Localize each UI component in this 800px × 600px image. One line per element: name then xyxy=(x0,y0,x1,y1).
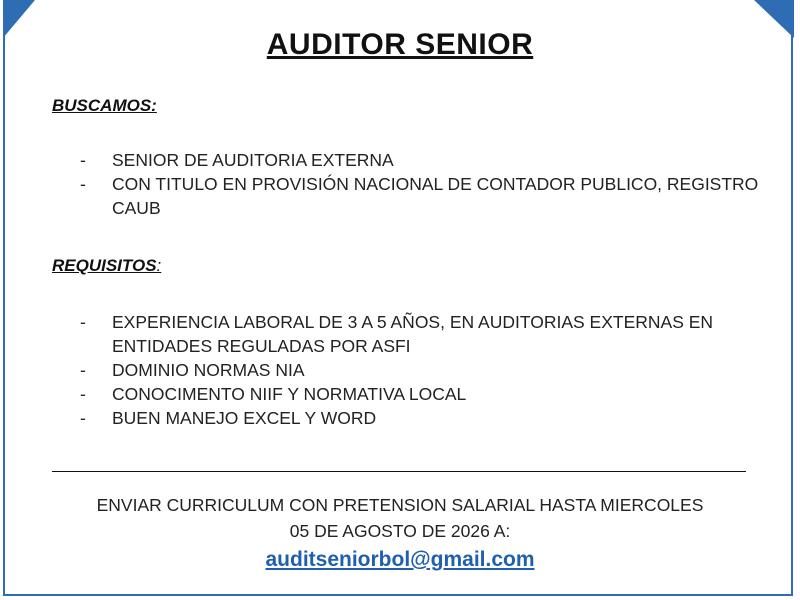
email-link[interactable]: auditseniorbol@gmail.com xyxy=(265,548,535,571)
list-item xyxy=(80,148,760,172)
list-item xyxy=(80,358,760,382)
list-item xyxy=(80,310,760,358)
buscamos-heading: BUSCAMOS: xyxy=(52,96,157,115)
footer-instructions xyxy=(0,492,800,544)
requisitos-heading-colon: : xyxy=(156,256,162,275)
list-item-text: BUEN MANEJO EXCEL Y WORD xyxy=(112,408,377,428)
list-item-text: SENIOR DE AUDITORIA EXTERNA xyxy=(112,150,394,170)
email-container xyxy=(0,548,800,572)
bullet-dash: - xyxy=(80,312,86,332)
list-item xyxy=(80,406,760,430)
bullet-dash: - xyxy=(80,174,86,194)
bullet-dash: - xyxy=(80,384,86,404)
requisitos-list xyxy=(80,310,760,430)
bullet-dash: - xyxy=(80,150,86,170)
footer-line-2: 05 DE AGOSTO DE 2026 A: xyxy=(289,521,511,541)
bullet-dash: - xyxy=(80,360,86,380)
list-item-text: EXPERIENCIA LABORAL DE 3 A 5 AÑOS, EN AUDITORIAS EXTERNAS EN ENTIDADES REGULADAS POR ASFI xyxy=(112,312,714,356)
divider-line xyxy=(52,471,746,472)
list-item-text: CONOCIMENTO NIIF Y NORMATIVA LOCAL xyxy=(112,384,467,404)
list-item xyxy=(80,382,760,406)
requisitos-heading-text: REQUISITOS xyxy=(52,256,157,275)
buscamos-list xyxy=(80,148,760,220)
list-item-text: DOMINIO NORMAS NIA xyxy=(112,360,305,380)
requisitos-heading xyxy=(52,256,161,276)
page-title: AUDITOR SENIOR xyxy=(266,28,534,61)
footer-line-1: ENVIAR CURRICULUM CON PRETENSION SALARIAL HASTA MIERCOLES xyxy=(96,495,704,515)
list-item xyxy=(80,172,760,220)
bullet-dash: - xyxy=(80,408,86,428)
list-item-text: CON TITULO EN PROVISIÓN NACIONAL DE CONTADOR PUBLICO, REGISTRO CAUB xyxy=(112,174,759,218)
